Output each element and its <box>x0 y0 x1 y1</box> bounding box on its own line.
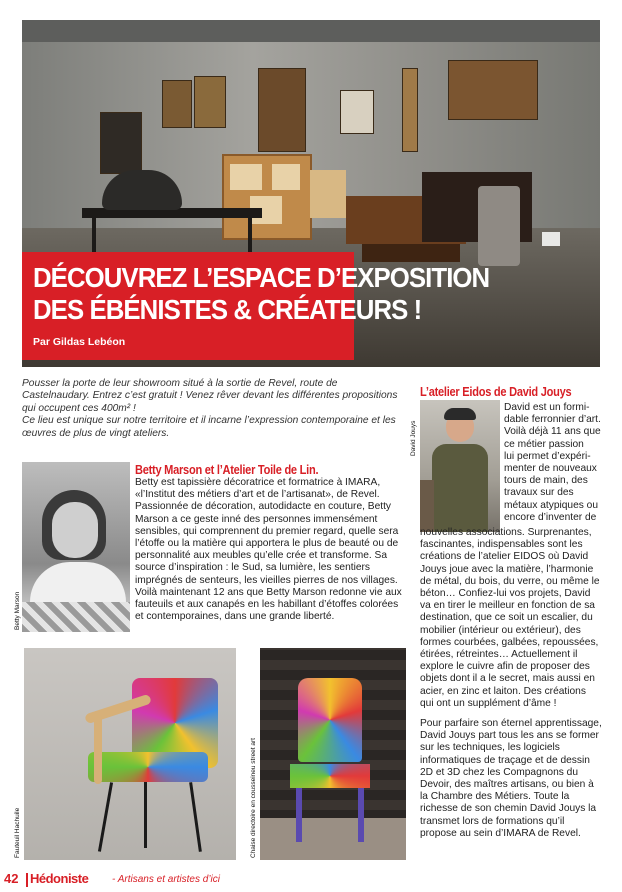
david-wrap-line: David est un formi- <box>504 402 590 413</box>
title-line-1: DÉCOUVREZ L’ESPACE D’EXPOSITION <box>33 262 490 293</box>
david-wrap-line: ce métier passion <box>504 438 584 450</box>
intro-paragraph-2: Ce lieu est unique sur notre territoire et il incarne l’expression contemporaine et les œuvres de plus de vingt ateliers. <box>22 415 396 439</box>
david-wrap-line: lui permet d’expéri- <box>504 450 591 462</box>
david-wrap-line: tours de main, des <box>504 475 588 487</box>
section-name: - Artisans et artistes d’ici <box>112 874 220 885</box>
david-wrap-line: menter de nouveaux <box>504 463 597 475</box>
byline: Par Gildas Lebéon <box>33 336 126 348</box>
chair1-caption: Fauteuil Hachuile <box>14 807 21 858</box>
betty-photo-caption: Betty Marson <box>14 591 21 630</box>
title-line-2: DES ÉBÉNISTES & CRÉATEURS ! <box>33 294 422 325</box>
betty-heading: Betty Marson et l’Atelier Toile de Lin. <box>135 462 319 477</box>
david-wrap-text <box>504 402 602 524</box>
betty-text: Betty est tapissière décoratrice et formatrice à IMARA, «l’Institut des métiers d’art et de l’artisanat», de Revel. Passionnée de décoration, autodidacte en couture, Betty Marson a ce geste inné des personnes immensément sensibles, qui comprennent du premier regard, quelle sera l’étoffe ou la matière qui apportera le plus de beauté ou de personnalité aux meubles qu’elle crée et transforme. Sa source d’inspiration : le Sud, sa lumière, les sentiers imprégnés de senteurs, les vieilles pierres de nos villages. Voilà maintenant 12 ans que Betty Marson redonne vie aux fauteuils et aux canapés en les habillant d’étoffes colorées et contemporaines, dans une grande liberté. <box>135 477 402 623</box>
david-paragraph-2: Pour parfaire son éternel apprentissage, David Jouys part tous les ans se former sur les techniques, les logiciels informatiques de traçage et de dessin 2D et 3D chez les Compagnons du Devoir, des maîtres artisans, ou bien à la Chambre des Métiers. Toute la richesse de son chemin David Jouys la transmet lors de formations qu’il propose au sein d’IMARA de Revel. <box>420 718 602 839</box>
page-number: 42 <box>4 871 19 886</box>
david-wrap-line: métaux atypiques ou <box>504 499 599 511</box>
david-wrap-line: encore d’inventer de <box>504 511 597 523</box>
footer-divider <box>26 873 28 887</box>
david-text <box>420 527 602 840</box>
david-paragraph-1: nouvelles associations. Surprenantes, fascinantes, indispensables sont les créations de l’atelier EIDOS où David Jouys joue avec la matière, l’harmonie de métal, du bois, du verre, ou même le béton… Confiez-lui vos projets, David va en tirer le meilleur en fonction de sa destination, que ce soit un escalier, du mobilier (intérieur ou extérieur), des formes courbées, galbées, repoussées, étirées, rétreintes… Actuellement il explore le cuivre afin de proposer des objets dont il a le secret, mais aussi en acier, en zinc et laiton. Des créations qui ont un supplément d’âme ! <box>420 527 600 709</box>
david-wrap-line: dable ferronnier d’art. <box>504 414 601 426</box>
title-banner <box>22 252 490 360</box>
david-portrait-photo <box>420 400 500 532</box>
intro-paragraph-1: Pousser la porte de leur showroom situé à la sortie de Revel, route de Castelnaudary. Entrez c’est gratuit ! Venez rêver devant les différentes propositions qui occupent ces 400m² ! <box>22 378 398 414</box>
page-footer <box>0 869 622 892</box>
david-heading: L’atelier Eidos de David Jouys <box>420 384 572 399</box>
david-photo-caption: David Jouys <box>410 420 417 456</box>
magazine-name: Hédoniste <box>30 871 89 886</box>
intro-text <box>22 378 407 440</box>
david-wrap-line: travaux sur des <box>504 487 574 499</box>
chair2-caption: Chaise directoire en cousseineu street art <box>250 738 257 858</box>
betty-portrait-photo <box>22 462 130 632</box>
chair-armchair-photo <box>24 648 236 860</box>
david-wrap-line: Voilà déjà 11 ans que <box>504 426 601 438</box>
chair-directoire-photo <box>260 648 406 860</box>
